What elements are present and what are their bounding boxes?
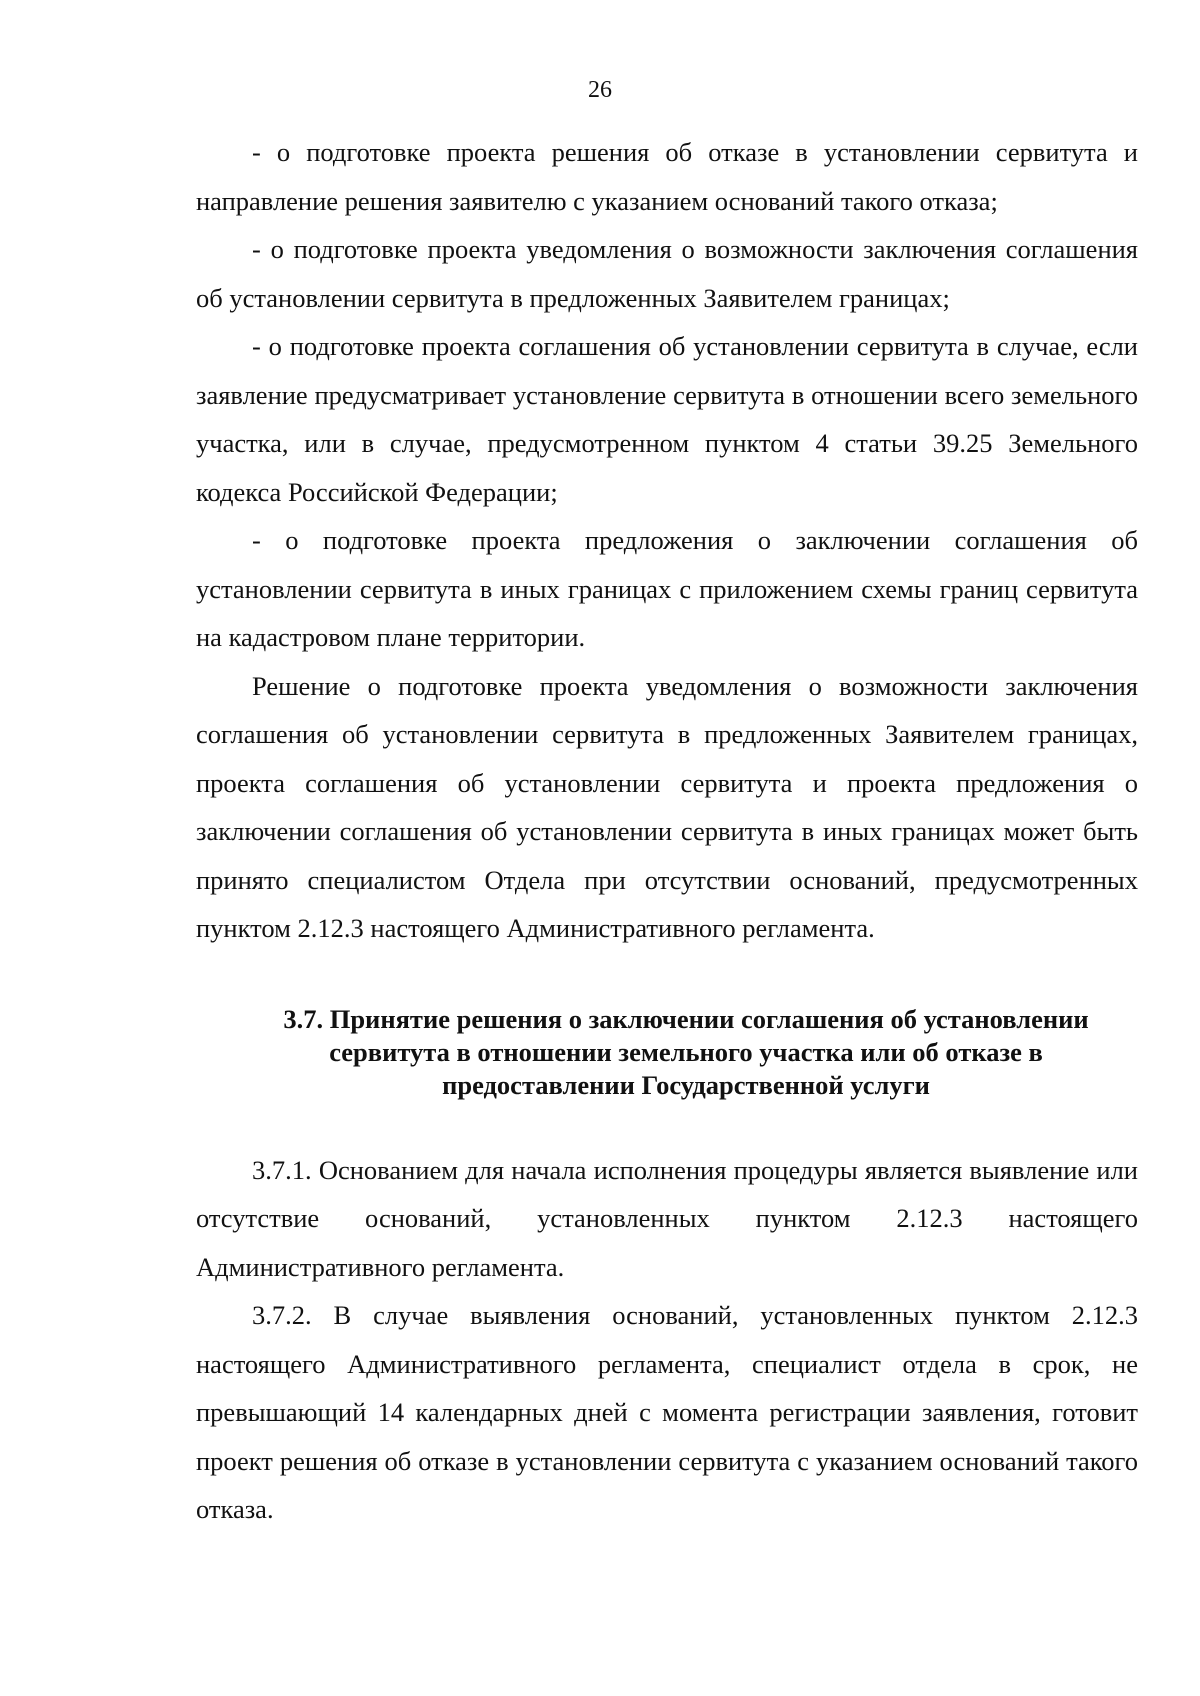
section-heading-line: предоставлении Государственной услуги bbox=[442, 1069, 930, 1100]
paragraph-proposal-draft: - о подготовке проекта предложения о заключении соглашения об установлении сервитута в иных границах с приложением схемы границ сервитута на кадастровом плане территории. bbox=[196, 525, 1138, 652]
document-body bbox=[196, 128, 1138, 1534]
paragraph-decision-authority: Решение о подготовке проекта уведомления о возможности заключения соглашения об установлении сервитута в предложенных Заявителем границах, проекта соглашения об установлении сервитута и проекта предложения о заключении соглашения об установлении сервитута в иных границах может быть принято специалистом Отдела при отсутствии оснований, предусмотренных пунктом 2.12.3 настоящего Административного регламента. bbox=[196, 670, 1138, 943]
paragraph-agreement-draft: - о подготовке проекта соглашения об установлении сервитута в случае, если заявление предусматривает установление сервитута в отношении всего земельного участка, или в случае, предусмотренном пунктом 4 статьи 39.25 Земельного кодекса Российской Федерации; bbox=[196, 331, 1138, 507]
paragraph-notification-draft: - о подготовке проекта уведомления о возможности заключения соглашения об установлении сервитута в предложенных Заявителем границах; bbox=[196, 234, 1138, 313]
paragraph-3-7-1: 3.7.1. Основанием для начала исполнения процедуры является выявление или отсутствие оснований, установленных пунктом 2.12.3 настоящего Административного регламента. bbox=[196, 1154, 1138, 1282]
section-heading bbox=[196, 1003, 1138, 1102]
section-heading-line: сервитута в отношении земельного участка или об отказе в bbox=[329, 1036, 1043, 1067]
page-number: 26 bbox=[588, 77, 612, 103]
paragraph-3-7-2: 3.7.2. В случае выявления оснований, установленных пунктом 2.12.3 настоящего Административного регламента, специалист отдела в срок, не превышающий 14 календарных дней с момента регистрации заявления, готовит проект решения об отказе в установлении сервитута с указанием оснований такого отказа. bbox=[196, 1300, 1138, 1524]
paragraph-refusal-decision: - о подготовке проекта решения об отказе в установлении сервитута и направление решения заявителю с указанием оснований такого отказа; bbox=[196, 137, 1138, 216]
section-heading-line: 3.7. Принятие решения о заключении соглашения об установлении bbox=[283, 1003, 1089, 1034]
